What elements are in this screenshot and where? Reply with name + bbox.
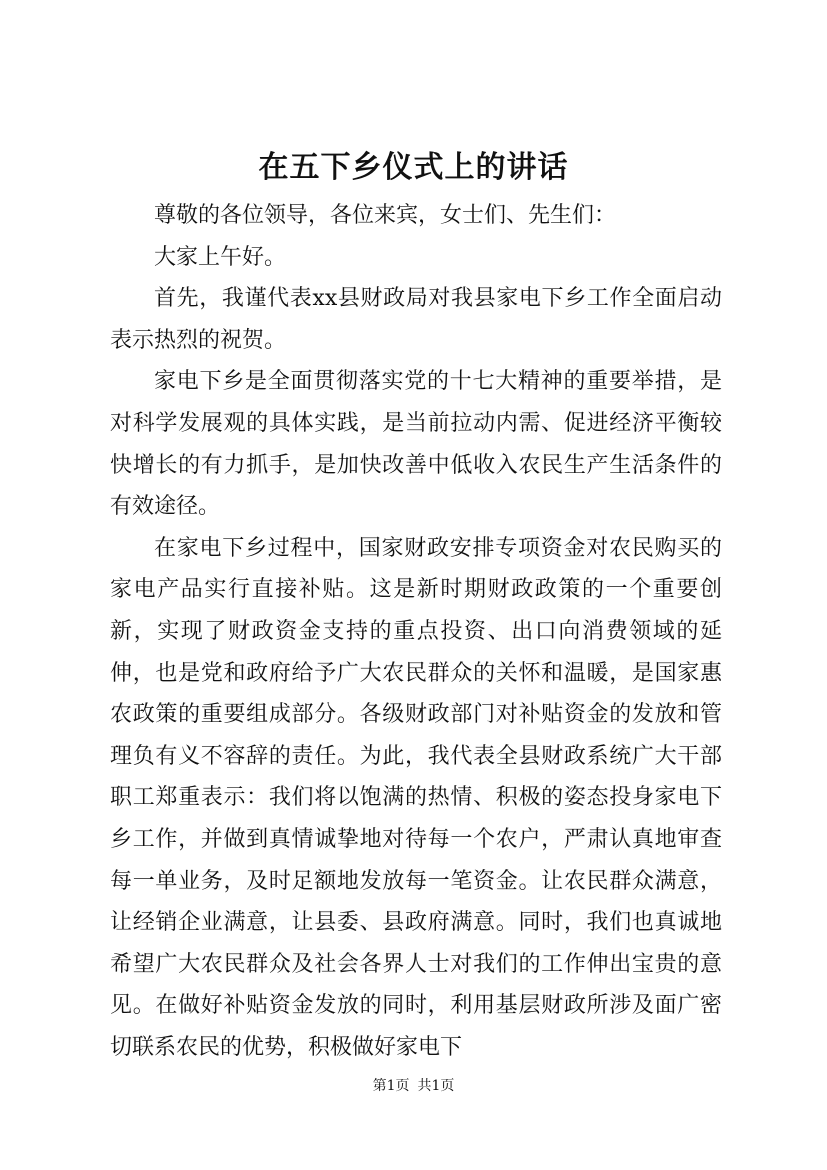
page-total: 共1页: [417, 1078, 455, 1094]
document-body: [110, 195, 722, 1068]
page-footer: [0, 1076, 827, 1096]
paragraph-salutation: 尊敬的各位领导，各位来宾，女士们、先生们：: [154, 203, 617, 228]
paragraph-greeting: 大家上午好。: [154, 244, 287, 270]
paragraph-congratulation: 首先，我谨代表xx县财政局对我县家电下乡工作全面启动表示热烈的祝贺。: [110, 286, 722, 353]
page-number: 第1页: [372, 1078, 410, 1094]
document-title: 在五下乡仪式上的讲话: [258, 150, 569, 185]
paragraph-subsidy: 在家电下乡过程中，国家财政安排专项资金对农民购买的家电产品实行直接补贴。这是新时期财政政策的一个重要创新，实现了财政资金支持的重点投资、出口向消费领域的延伸，也是党和政府给予广大农民群众的关怀和温暖，是国家惠农政策的重要组成部分。各级财政部门对补贴资金的发放和管理负有义不容辞的责任。为此，我代表全县财政系统广大干部职工郑重表示：我们将以饱满的热情、积极的姿态投身家电下乡工作，并做到真情诚挚地对待每一个农户，严肃认真地审查每一单业务，及时足额地发放每一笔资金。让农民群众满意，让经销企业满意，让县委、县政府满意。同时，我们也真诚地希望广大农民群众及社会各界人士对我们的工作伸出宝贵的意见。在做好补贴资金发放的同时，利用基层财政所涉及面广密切联系农民的优势，积极做好家电下: [110, 535, 722, 1060]
paragraph-significance: 家电下乡是全面贯彻落实党的十七大精神的重要举措，是对科学发展观的具体实践，是当前拉动内需、促进经济平衡较快增长的有力抓手，是加快改善中低收入农民生产生活条件的有效途径。: [110, 369, 722, 520]
